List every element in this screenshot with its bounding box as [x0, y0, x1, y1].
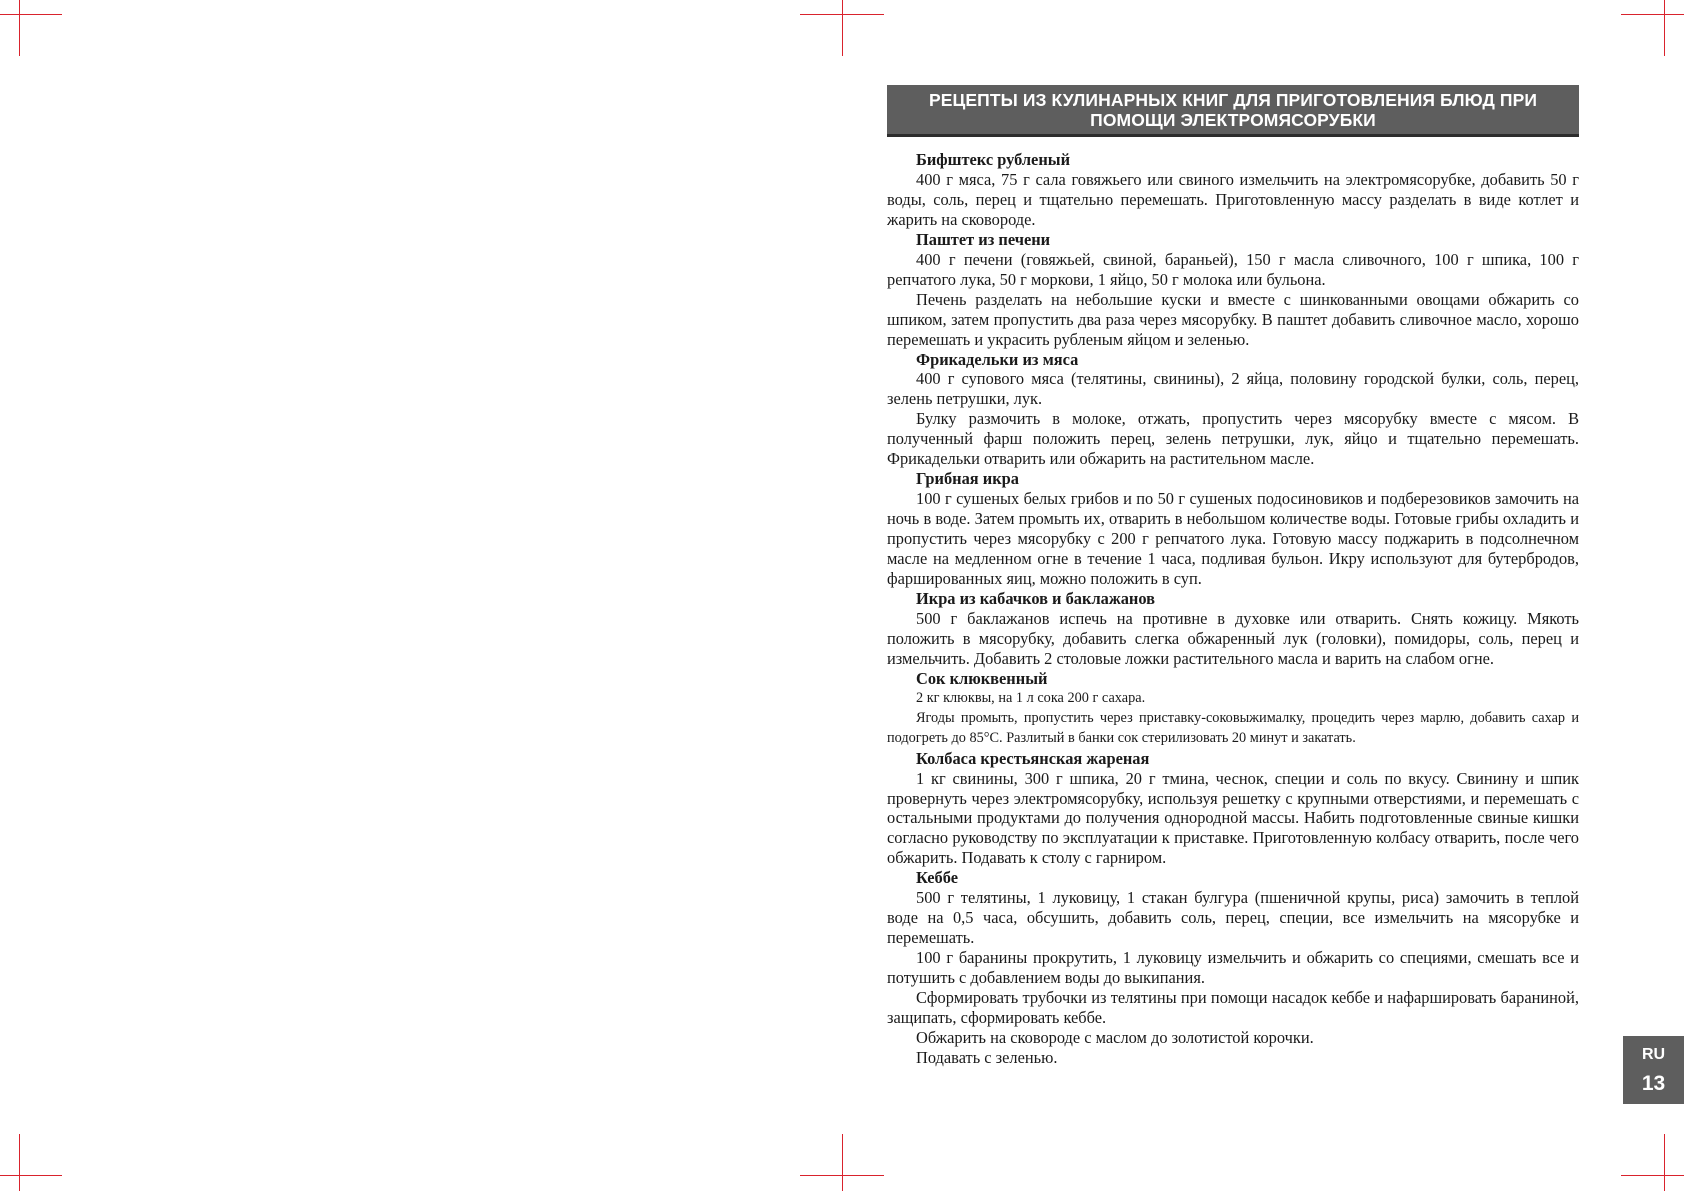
crop-mark — [1621, 14, 1684, 15]
crop-mark — [19, 0, 20, 56]
recipe-paragraph: 1 кг свинины, 300 г шпика, 20 г тмина, чеснок, специи и соль по вкусу. Свинину и шпик провернуть через электромясорубку, используя решетку с крупными отверстиями, и перемешать с остальными продуктами до получения однородной массы. Набить подготовленные свиные кишки согласно руководству по эксплуатации к приставке. Приготовленную колбасу отварить, после чего обжарить. Подавать к столу с гарниром. — [887, 768, 1579, 868]
recipe-title: Паштет из печени — [916, 229, 1051, 249]
crop-mark — [842, 0, 843, 56]
recipe-paragraph: 500 г баклажанов испечь на противне в духовке или отварить. Снять кожицу. Мякоть положить в мясорубку, добавить слегка обжаренный лук (головки), помидоры, соль, перец и измельчить. Добавить 2 столовые ложки растительного масла и варить на слабом огне. — [887, 608, 1579, 668]
recipe-paragraph: Сформировать трубочки из телятины при помощи насадок кеббе и нафаршировать бараниной, защипать, сформировать кеббе. — [887, 988, 1579, 1027]
recipe — [887, 230, 1579, 350]
recipe — [887, 469, 1579, 589]
recipe-paragraph: 100 г сушеных белых грибов и по 50 г сушеных подосиновиков и подберезовиков замочить на ночь в воде. Затем промыть их, отварить в небольшом количестве воды. Готовые грибы охладить и пропустить через мясорубку с 200 г репчатого лука. Готовую массу поджарить в подсолнечном масле на медленном огне в течение 1 часа, подливая бульон. Икру используют для бутербродов, фаршированных яиц, можно положить в суп. — [887, 489, 1579, 589]
recipe — [887, 150, 1579, 230]
recipe — [887, 868, 1579, 1068]
recipe-title: Колбаса крестьянская жареная — [916, 748, 1150, 768]
recipe-paragraph: Обжарить на сковороде с маслом до золотистой корочки. — [916, 1027, 1314, 1047]
crop-mark — [1621, 1175, 1684, 1176]
crop-mark — [0, 14, 62, 15]
recipe-paragraph: 2 кг клюквы, на 1 л сока 200 г сахара. — [916, 689, 1146, 706]
recipe — [887, 350, 1579, 470]
page-tab — [1623, 1036, 1684, 1104]
recipe-title: Фрикадельки из мяса — [916, 349, 1079, 369]
crop-mark — [1664, 1134, 1665, 1191]
language-label: RU — [1641, 1046, 1666, 1063]
recipe-paragraph: Печень разделать на небольшие куски и вместе с шинкованными овощами обжарить со шпиком, затем пропустить два раза через мясорубку. В паштет добавить сливочное масло, хорошо перемешать и украсить рубленым яйцом и зеленью. — [887, 289, 1579, 349]
recipe-title: Икра из кабачков и баклажанов — [916, 588, 1155, 608]
recipe-paragraph: Подавать с зеленью. — [916, 1047, 1058, 1067]
recipe-title: Кеббе — [916, 868, 958, 888]
recipe-title: Бифштекс рубленый — [916, 150, 1071, 169]
recipe-paragraph: 100 г баранины прокрутить, 1 луковицу измельчить и обжарить со специями, смешать все и потушить с добавлением воды до выкипания. — [887, 948, 1579, 988]
crop-mark — [1664, 0, 1665, 56]
recipe-paragraph: 400 г мяса, 75 г сала говяжьего или свиного измельчить на электромясорубке, добавить 50 г воды, соль, перец и тщательно перемешать. Приготовленную массу разделать в виде котлет и жарить на сковороде. — [887, 169, 1579, 229]
recipe-paragraph: 500 г телятины, 1 луковицу, 1 стакан булгура (пшеничной крупы, риса) замочить в теплой воде на 0,5 часа, обсушить, добавить соль, перец, специи, все измельчить на мясорубке и перемешать. — [887, 888, 1579, 948]
recipe-paragraph: 400 г супового мяса (телятины, свинины), 2 яйца, половину городской булки, соль, перец, зелень петрушки, лук. — [887, 369, 1579, 409]
recipe — [887, 589, 1579, 669]
section-header — [887, 85, 1579, 137]
recipe-title: Сок клюквенный — [916, 668, 1048, 688]
recipe-paragraph: 400 г печени (говяжьей, свиной, бараньей), 150 г масла сливочного, 100 г шпика, 100 г репчатого лука, 50 г моркови, 1 яйцо, 50 г молока или бульона. — [887, 249, 1579, 289]
crop-mark — [19, 1134, 20, 1191]
crop-mark — [0, 1175, 62, 1176]
recipe — [887, 749, 1579, 869]
recipe-paragraph: Ягоды промыть, пропустить через приставку-соковыжималку, процедить через марлю, добавить сахар и подогреть до 85°С. Разлитый в банки сок стерилизовать 20 минут и закатать. — [887, 709, 1579, 746]
page-number: 13 — [1641, 1072, 1666, 1095]
recipe — [887, 669, 1579, 749]
crop-mark — [842, 1134, 843, 1191]
recipe-title: Грибная икра — [916, 469, 1019, 489]
section-title: РЕЦЕПТЫ ИЗ КУЛИНАРНЫХ КНИГ ДЛЯ ПРИГОТОВЛЕНИЯ БЛЮД ПРИ ПОМОЩИ ЭЛЕКТРОМЯСОРУБКИ — [928, 89, 1538, 130]
recipe-list — [887, 150, 1579, 1068]
recipe-paragraph: Булку размочить в молоке, отжать, пропустить через мясорубку вместе с мясом. В полученный фарш положить перец, зелень петрушки, лук, яйцо и тщательно перемешать. Фрикадельки отварить или обжарить на растительном масле. — [887, 409, 1579, 469]
